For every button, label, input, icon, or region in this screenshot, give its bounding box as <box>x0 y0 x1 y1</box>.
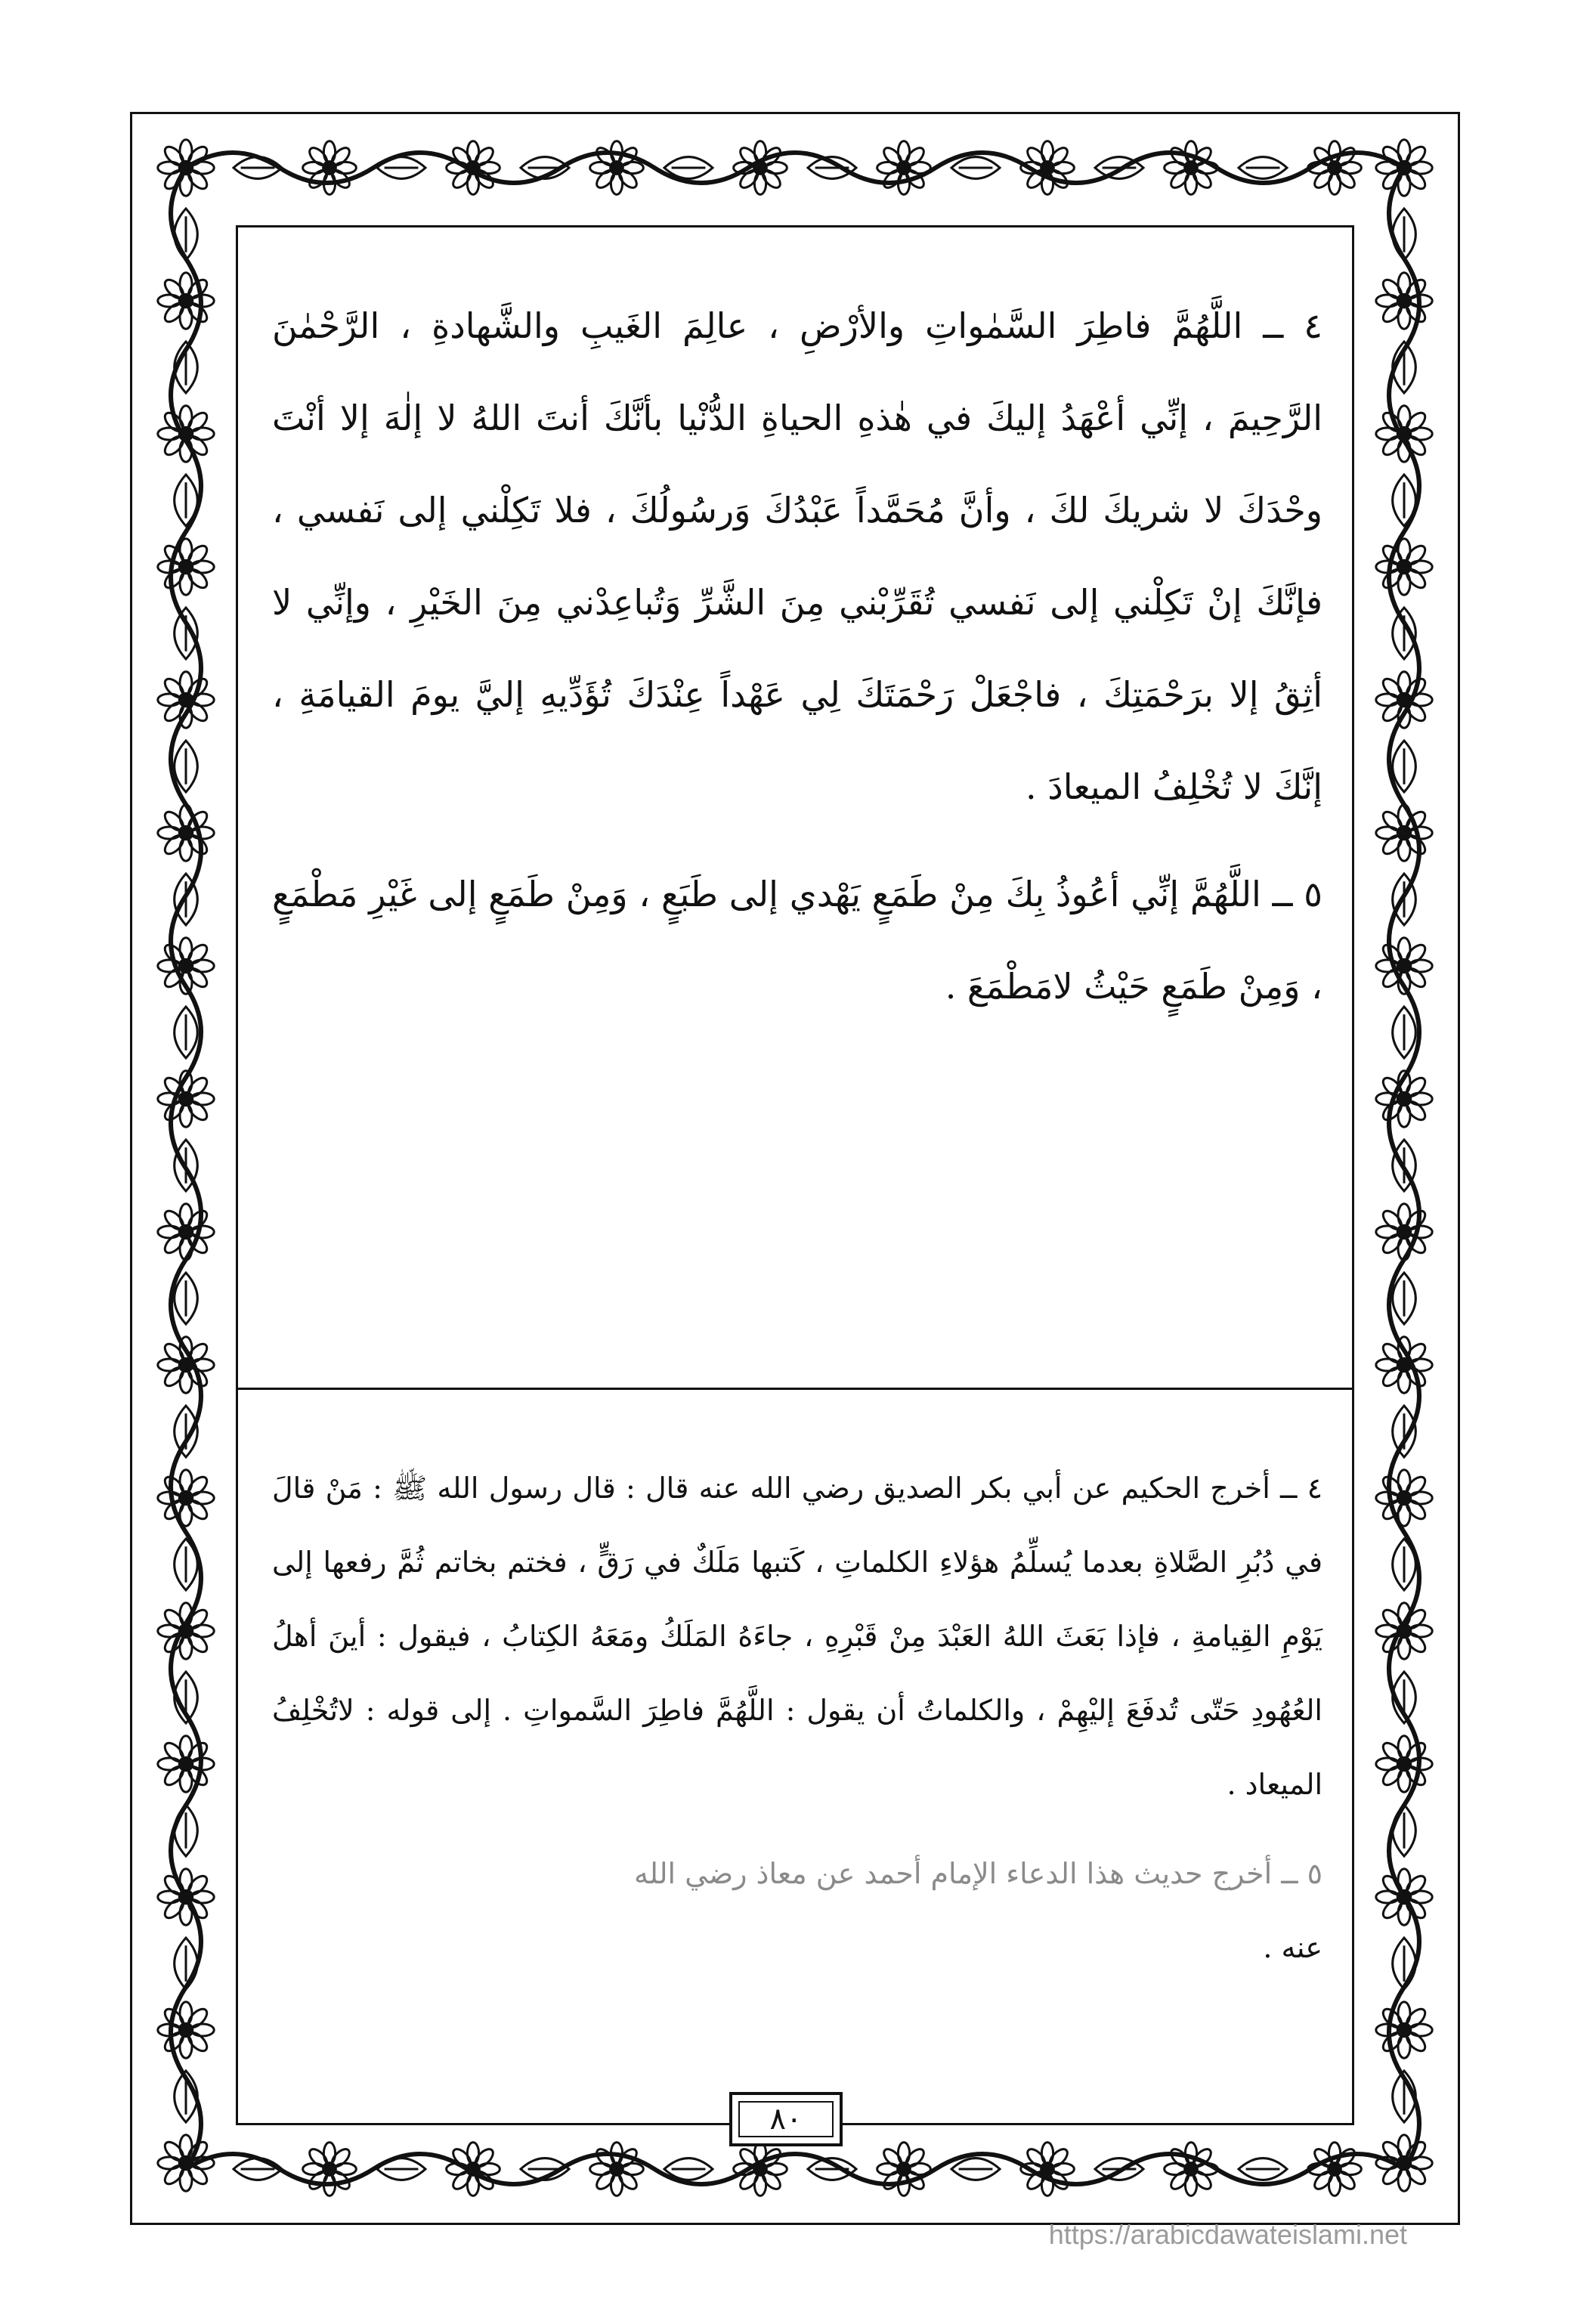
leaf-ornament <box>175 1805 198 1856</box>
leaf-ornament <box>234 157 282 179</box>
flower-ornament <box>877 141 931 195</box>
flower-ornament <box>158 1603 214 1659</box>
flower-ornament <box>447 141 500 195</box>
flower-ornament <box>1376 273 1432 329</box>
flower-ornament <box>1376 539 1432 595</box>
vine-ornament <box>186 153 1404 183</box>
flower-ornament <box>158 2002 214 2058</box>
flower-ornament <box>1308 141 1362 195</box>
page-number-text: ٨٠ <box>769 2102 803 2137</box>
watermark-url: https://arabicdawateislami.net <box>1048 2219 1407 2250</box>
leaf-ornament <box>1239 2158 1287 2180</box>
leaf-ornament <box>951 2158 1000 2180</box>
supplication-4: ٤ ــ اللَّهُمَّ فاطِرَ السَّمٰواتِ والأرْضِ ، عالِمَ الغَيبِ والشَّهادةِ ، الرَّحْمٰنَ الرَّحِيمَ ، إنِّي أعْهَدُ إليكَ في هٰذهِ الحياةِ الدُّنْيا بأنَّكَ أنتَ اللهُ لا إلٰهَ إلا أنْتَ وحْدَكَ لا شريكَ لكَ ، وأنَّ مُحَمَّداً عَبْدُكَ وَرسُولُكَ ، فلا تَكِلْني إلى نَفسي ، فإنَّكَ إنْ تَكِلْني إلى نَفسي تُقَرِّبْني مِنَ الشَّرِّ وَتُباعِدْني مِنَ الخَيْرِ ، وإنِّي لا أثِقُ إلا برَحْمَتِكَ ، فاجْعَلْ رَحْمَتَكَ لِي عَهْداً عِنْدَكَ تُؤَدِّيهِ إليَّ يومَ القيامَةِ ، إنَّكَ لا تُخْلِفُ الميعادَ . <box>272 305 1322 807</box>
leaf-ornament <box>1393 1007 1416 1058</box>
flower-ornament <box>1376 1736 1432 1792</box>
leaf-ornament <box>175 1007 198 1058</box>
flower-ornament <box>158 1470 214 1526</box>
leaf-ornament <box>951 157 1000 179</box>
vine-ornament <box>186 2154 1404 2184</box>
footnote-5-text: ٥ ــ أخرج حديث هذا الدعاء الإمام أحمد عن معاذ رضي الله <box>634 1857 1322 1890</box>
leaf-ornament <box>1393 1938 1416 1989</box>
flower-ornament <box>158 273 214 329</box>
flower-ornament <box>1376 1337 1432 1393</box>
footnote-5-tail: عنه . <box>1263 1931 1322 1964</box>
flower-ornament <box>590 141 644 195</box>
flower-ornament <box>158 1204 214 1260</box>
flower-ornament <box>1376 1603 1432 1659</box>
flower-ornament <box>734 141 787 195</box>
flower-ornament <box>1376 1869 1432 1925</box>
flower-ornament <box>1376 406 1432 462</box>
flower-ornament <box>1376 2002 1432 2058</box>
flower-ornament <box>158 406 214 462</box>
flower-ornament <box>877 2143 931 2196</box>
footnotes-block <box>272 1451 1322 2000</box>
flower-ornament <box>158 1869 214 1925</box>
flower-ornament <box>1376 140 1432 196</box>
main-text-block <box>272 280 1322 1048</box>
footnote-4: ٤ ــ أخرج الحكيم عن أبي بكر الصديق رضي الله عنه قال : قال رسول الله ﷺ : مَنْ قالَ في دُبُرِ الصَّلاةِ بعدما يُسلِّمُ هؤلاءِ الكلماتِ ، كَتبها مَلَكٌ في رَقٍّ ، فختم بخاتم ثُمَّ رفعها إلى يَوْمِ القِيامةِ ، فإذا بَعَثَ اللهُ العَبْدَ مِنْ قَبْرِهِ ، جاءَهُ المَلَكُ ومَعَهُ الكِتابُ ، فيقول : أينَ أهلُ العُهُودِ حَتّى تُدفَعَ إليْهِمْ ، والكلماتُ أن يقول : اللَّهُمَّ فاطِرَ السَّمواتِ . إلى قوله : لاتُخْلِفُ الميعاد . <box>272 1471 1322 1801</box>
page-number <box>729 2092 843 2146</box>
leaf-ornament <box>1239 157 1287 179</box>
flower-ornament <box>1376 805 1432 861</box>
flower-ornament <box>158 539 214 595</box>
flower-ornament <box>590 2143 644 2196</box>
flower-ornament <box>303 141 357 195</box>
flower-ornament <box>447 2143 500 2196</box>
footnote-divider <box>236 1388 1354 1390</box>
leaf-ornament <box>175 1273 198 1324</box>
flower-ornament <box>158 805 214 861</box>
leaf-ornament <box>175 1938 198 1989</box>
flower-ornament <box>1376 672 1432 728</box>
flower-ornament <box>158 1337 214 1393</box>
flower-ornament <box>1376 2135 1432 2191</box>
flower-ornament <box>1308 2143 1362 2196</box>
flower-ornament <box>734 2143 787 2196</box>
flower-ornament <box>1165 141 1218 195</box>
leaf-ornament <box>1393 1273 1416 1324</box>
flower-ornament <box>1376 1470 1432 1526</box>
flower-ornament <box>158 2135 214 2191</box>
flower-ornament <box>158 140 214 196</box>
flower-ornament <box>158 672 214 728</box>
flower-ornament <box>303 2143 357 2196</box>
flower-ornament <box>1165 2143 1218 2196</box>
flower-ornament <box>158 1736 214 1792</box>
footnote-5 <box>272 1837 1322 1985</box>
leaf-ornament <box>1393 1805 1416 1856</box>
flower-ornament <box>1376 1204 1432 1260</box>
leaf-ornament <box>175 209 198 260</box>
leaf-ornament <box>1393 209 1416 260</box>
supplication-5: ٥ ــ اللَّهُمَّ إنِّي أعُوذُ بِكَ مِنْ طَمَعٍ يَهْدي إلى طَبَعٍ ، وَمِنْ طَمَعٍ إلى غَيْرِ مَطْمَعٍ ، وَمِنْ طَمَعٍ حَيْثُ لامَطْمَعَ . <box>272 874 1322 1007</box>
leaf-ornament <box>234 2158 282 2180</box>
